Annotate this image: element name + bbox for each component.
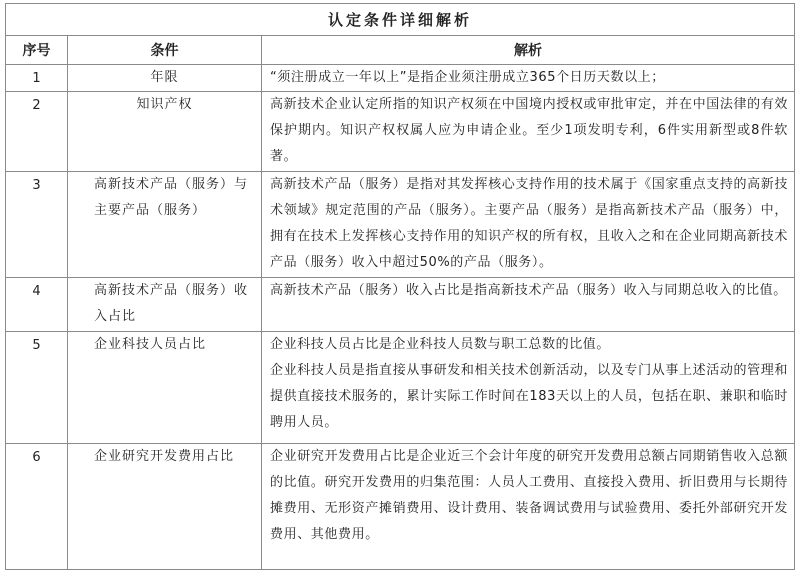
header-explanation: 解析	[262, 36, 795, 65]
row-explanation	[262, 332, 795, 444]
header-index: 序号	[6, 36, 68, 65]
table-row	[6, 332, 795, 444]
table-row	[6, 444, 795, 570]
table-row	[6, 172, 795, 278]
table-row	[6, 278, 795, 332]
row-index: 5	[6, 332, 68, 444]
row-index: 2	[6, 92, 68, 172]
explanation-paragraph: 企业研究开发费用占比是企业近三个会计年度的研究开发费用总额占同期销售收入总额的比值。研究开发费用的归集范围：人员人工费用、直接投入费用、折旧费用与长期待摊费用、无形资产摊销费用、设计费用、装备调试费用与试验费用、委托外部研究开发费用、其他费用。	[270, 449, 788, 542]
header-condition: 条件	[68, 36, 262, 65]
table-row	[6, 92, 795, 172]
table-title: 认定条件详细解析	[6, 4, 795, 36]
explanation-paragraph: 高新技术企业认定所指的知识产权须在中国境内授权或审批审定，并在中国法律的有效保护期内。知识产权权属人应为申请企业。至少1项发明专利，6件实用新型或8件软著。	[270, 97, 788, 164]
explanation-paragraph: 高新技术产品（服务）是指对其发挥核心支持作用的技术属于《国家重点支持的高新技术领域》规定范围的产品（服务）。主要产品（服务）是指高新技术产品（服务）中，拥有在技术上发挥核心支持作用的知识产权的所有权，且收入之和在企业同期高新技术产品（服务）收入中超过50%的产品（服务）。	[270, 177, 788, 270]
row-index: 6	[6, 444, 68, 570]
table-row	[6, 65, 795, 92]
table-header-row	[6, 36, 795, 65]
row-explanation	[262, 92, 795, 172]
explanation-paragraph: 高新技术产品（服务）收入占比是指高新技术产品（服务）收入与同期总收入的比值。	[270, 283, 787, 298]
row-condition: 企业科技人员占比	[68, 332, 262, 444]
row-explanation	[262, 172, 795, 278]
row-index: 3	[6, 172, 68, 278]
row-condition: 高新技术产品（服务）收入占比	[68, 278, 262, 332]
table-title-row	[6, 4, 795, 36]
row-explanation	[262, 444, 795, 570]
row-condition: 年限	[68, 65, 262, 92]
conditions-table-container	[5, 3, 795, 570]
explanation-paragraph: 企业科技人员是指直接从事研发和相关技术创新活动，以及专门从事上述活动的管理和提供直接技术服务的，累计实际工作时间在183天以上的人员，包括在职、兼职和临时聘用人员。	[270, 363, 788, 430]
row-condition: 高新技术产品（服务）与主要产品（服务）	[68, 172, 262, 278]
explanation-paragraph: 企业科技人员占比是企业科技人员数与职工总数的比值。	[270, 337, 611, 352]
row-index: 4	[6, 278, 68, 332]
row-index: 1	[6, 65, 68, 92]
row-condition: 企业研究开发费用占比	[68, 444, 262, 570]
row-explanation	[262, 65, 795, 92]
explanation-paragraph: “须注册成立一年以上”是指企业须注册成立365个日历天数以上；	[270, 70, 665, 85]
conditions-table	[5, 3, 795, 570]
row-condition: 知识产权	[68, 92, 262, 172]
row-explanation	[262, 278, 795, 332]
